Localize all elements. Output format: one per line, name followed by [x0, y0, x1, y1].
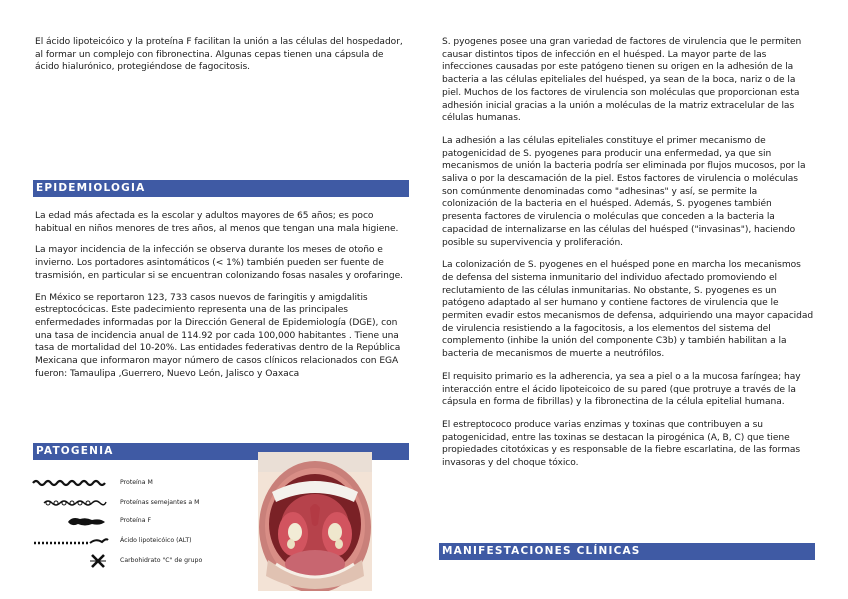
legend-item-proteinas-semejantes: [30, 496, 250, 512]
patogenia-legend: [30, 472, 250, 592]
dotted-line-icon: [30, 534, 110, 548]
right-paragraph-4: El requisito primario es la adherencia, ya sea a piel o a la mucosa faríngea; hay interacción entre el ácido lipoteicoico de su pared (que protruye a través de la cápsula en forma de fibrillas) y la fibronectina de la célula epitelial humana.: [442, 371, 801, 408]
legend-item-acido-lipoteicoico: [30, 534, 250, 550]
section-heading-epidemiologia: EPIDEMIOLOGIA: [33, 180, 409, 197]
intro-paragraph: El ácido lipoteicóico y la proteína F facilitan la unión a las células del hospedador, al formar un complejo con fibronectina. Algunas cepas tienen una cápsula de ácido hialurónico, protegiéndose de fagocitosis.: [35, 37, 403, 73]
legend-label: Proteína F: [120, 517, 152, 524]
right-column: [442, 36, 814, 470]
right-paragraph-1: S. pyogenes posee una gran variedad de factores de virulencia que le permiten causar distintos tipos de infección en el huésped. La mayor parte de las infecciones causadas por este patógeno tienen su origen en la adhesión de la bacteria a las células epiteliales del huésped, ya sean de la boca, nariz o de la piel. Muchos de los factores de virulencia son moléculas que proporcionan esta adhesión inicial gracias a la unión a moléculas de la matriz extracelular de las células humanas.: [442, 37, 802, 124]
legend-label: Ácido lipoteicóico (ALT): [120, 537, 192, 544]
right-paragraph-3: La colonización de S. pyogenes en el huésped pone en marcha los mecanismos de defensa del sistema inmunitario del individuo afectado promoviendo el reclutamiento de las células inmunitarias. No obstante, S. pyogenes es un patógeno adaptado al ser humano y contiene factores de virulencia que le permiten evadir estos mecanismos de defensa, adquiriendo una mayor capacidad de virulencia resistiendo a la fagocitosis, a los elementos del sistema del complemento (inhibe la unión del componente C3b) y también habilitan a la bacteria de mecanismos de muerte a neutrófilos.: [442, 260, 814, 360]
section-heading-manifestaciones-clinicas: MANIFESTACIONES CLÍNICAS: [439, 543, 815, 560]
legend-item-proteina-m: [30, 476, 250, 492]
legend-label: Proteína M: [120, 479, 153, 486]
legend-label: Proteínas semejantes a M: [120, 499, 200, 506]
right-paragraph-2: La adhesión a las células epiteliales constituye el primer mecanismo de patogenicidad de S. pyogenes para producir una enfermedad, ya que sin mecanismos de unión la bacteria podría ser eliminada por flujos mucosos, por la saliva o por la descamación de la piel. Estos factores de virulencia o moléculas son comúnmente denominadas como "adhesinas" y así, se permite la colonización de la bacteria en el huésped. Además, S. pyogenes también presenta factores de virulencia o moléculas que conceden a la bacteria la capacidad de internalizarse en las células del huésped ("invasinas"), haciendo posible su supervivencia y proliferación.: [442, 135, 806, 248]
cross-icon: [30, 554, 110, 568]
right-paragraph-5: El estreptococo produce varias enzimas y toxinas que contribuyen a su patogenicidad, entre las toxinas se destacan la pirogénica (A, B, C) que tiene propiedades citotóxicas y es responsable de la fiebre escarlatina, de las formas invasoras y del choque tóxico.: [442, 419, 801, 469]
epidemiologia-paragraph-1: La edad más afectada es la escolar y adultos mayores de 65 años; es poco habitual en niños menores de tres años, al menos que tengan una mala higiene.: [35, 211, 399, 234]
section-heading-patogenia: PATOGENIA: [33, 443, 409, 460]
beaded-line-icon: [30, 496, 110, 510]
throat-photo-image: [258, 452, 372, 591]
legend-item-carbohidrato-c: [30, 554, 250, 570]
left-intro: [35, 36, 407, 74]
epidemiologia-body: [35, 210, 407, 380]
legend-label: Carbohidrato "C" de grupo: [120, 557, 203, 564]
blob-icon: [30, 514, 110, 528]
epidemiologia-paragraph-3: En México se reportaron 123, 733 casos nuevos de faringitis y amigdalitis estreptocócicas. Este padecimiento representa una de las principales enfermedades informadas por la Dirección General de Epidemiología (DGE), con una tasa de incidencia anual de 114.92 por cada 100,000 habitantes . Tiene una tasa de mortalidad del 10-20%. Las entidades federativas dentro de la República Mexicana que informaron mayor número de casos clínicos relacionados con EGA fueron: Tamaulipa ,Guerrero, Nuevo León, Jalisco y Oaxaca: [35, 292, 401, 379]
legend-item-proteina-f: [30, 514, 250, 530]
epidemiologia-paragraph-2: La mayor incidencia de la infección se observa durante los meses de otoño e invierno. Los portadores asintomáticos (< 1%) también pueden ser fuente de trasmisión, en particular si se encuentran colonizando fosas nasales y orofaringe.: [35, 245, 403, 281]
wavy-line-icon: [30, 476, 110, 490]
